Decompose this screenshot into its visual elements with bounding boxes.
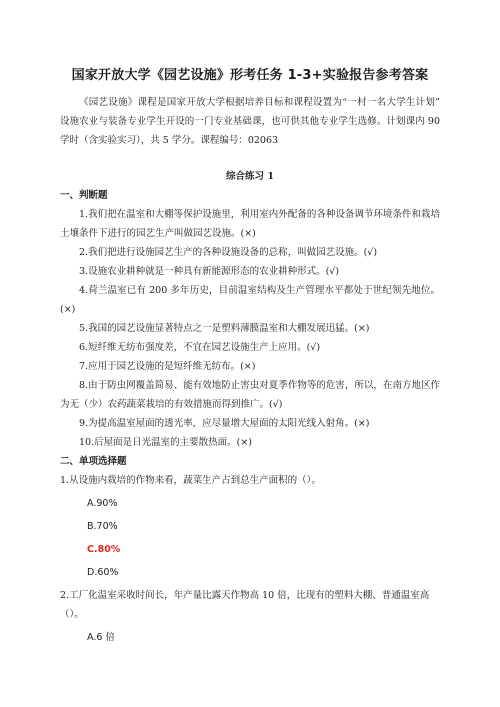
mcq-question-1: 1.从设施内栽培的作物来看，蔬菜生产占到总生产面积的（）。	[60, 475, 321, 486]
section-title: 综合练习 1	[226, 171, 274, 182]
mcq-1-option-d: D.60%	[87, 567, 119, 578]
intro-paragraph: 《园艺设施》课程是国家开放大学根据培养目标和课程设置为“一村一名大学生计划” 设施农业与装备专业学生开设的一门专业基础课，也可供其他专业学生选修。计划课内 90 学时（含实验实习），共 5 学分。课程编号：02063	[60, 97, 440, 146]
tf-question-4: 4.荷兰温室已有 200 多年历史，目前温室结构及生产管理水平都处于世纪领先地位。(×)	[60, 285, 440, 315]
tf-question-1: 1.我们把在温室和大棚等保护设施里，利用室内外配备的各种设备调节环境条件和栽培土壤条件下进行的园艺生产叫做园艺设施。(×)	[60, 209, 440, 239]
mcq-question-2: 2.工厂化温室采收时间长，年产量比露天作物高 10 倍，比现有的塑料大棚、普通温室高（）。	[60, 590, 430, 620]
mcq-1-option-b: B.70%	[87, 521, 118, 532]
mcq-2-option-a: A.6 倍	[87, 632, 115, 643]
tf-question-2: 2.我们把进行设施园艺生产的各种设施设备的总称，叫做园艺设施。(√)	[79, 247, 378, 258]
tf-question-7: 7.应用于园艺设施的是短纤维无纺布。(×)	[79, 361, 256, 372]
tf-question-5: 5.我国的园艺设施显著特点之一是塑料薄膜温室和大棚发展迅猛。(×)	[79, 323, 370, 334]
part2-heading: 二、单项选择题	[60, 456, 127, 467]
tf-question-9: 9.为提高温室屋面的透光率，应尽量增大屋面的太阳光线入射角。(×)	[79, 418, 370, 429]
mcq-1-option-c-correct: C.80%	[87, 544, 121, 555]
tf-question-10: 10.后屋面是日光温室的主要散热面。(×)	[79, 437, 252, 448]
mcq-1-option-a: A.90%	[87, 498, 118, 509]
document-title: 国家开放大学《园艺设施》形考任务 1-3+实验报告参考答案	[71, 68, 429, 83]
part1-heading: 一、判断题	[60, 190, 108, 201]
tf-question-8: 8.由于防虫网覆盖简易、能有效地防止害虫对夏季作物等的危害，所以，在南方地区作为无（少）农药蔬菜栽培的有效措施而得到推广。(√)	[60, 380, 440, 410]
tf-question-6: 6.短纤维无纺布强度差，不宜在园艺设施生产上应用。(√)	[79, 342, 321, 353]
tf-question-3: 3.设施农业耕种就是一种具有新能源形态的农业耕种形式。(√)	[79, 266, 340, 277]
